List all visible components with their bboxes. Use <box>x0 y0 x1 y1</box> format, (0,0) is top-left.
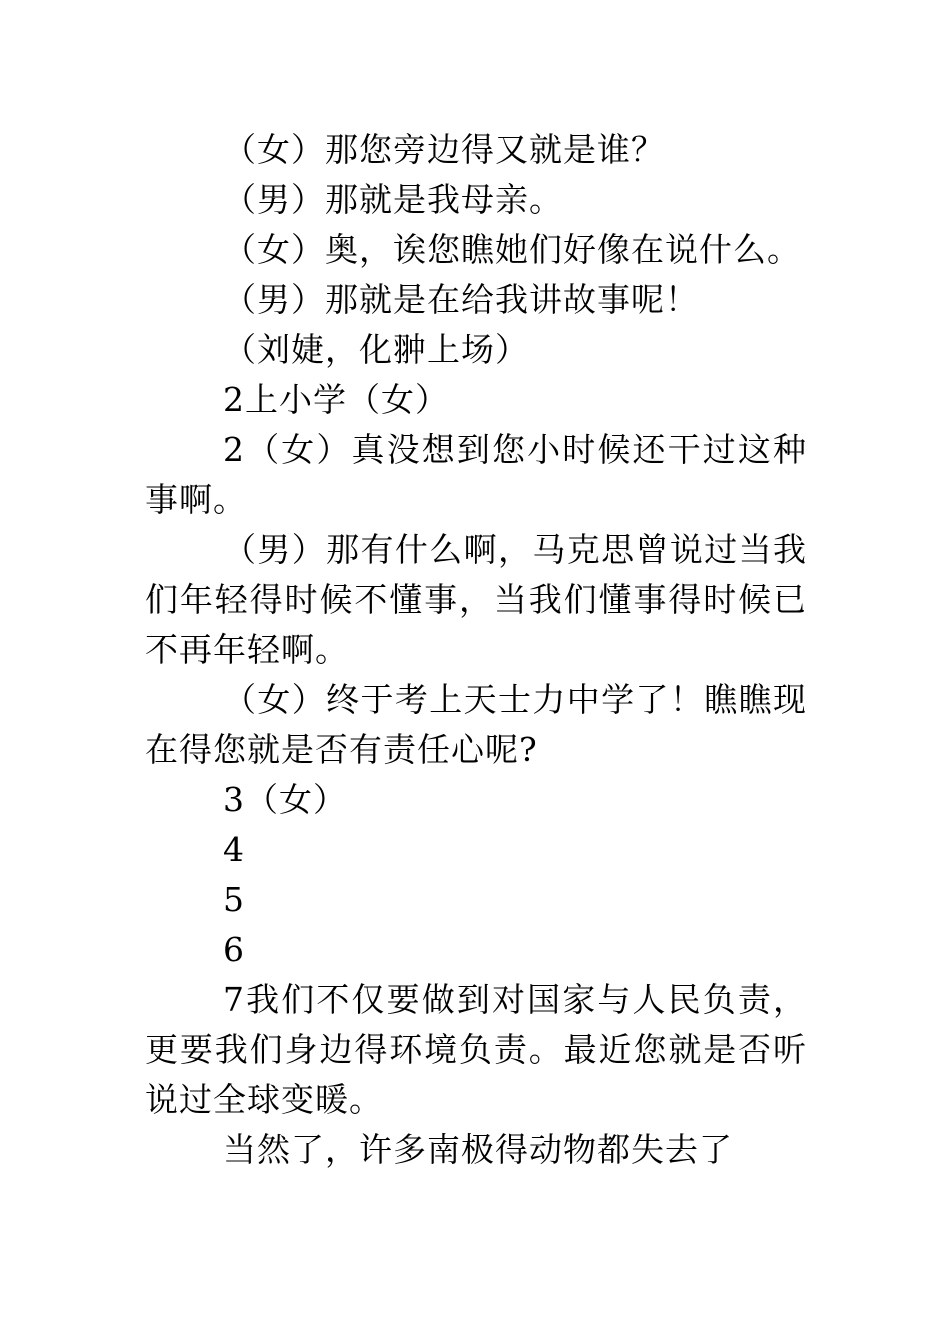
document-body <box>145 125 807 1175</box>
paragraph-7: 2（女）真没想到您小时候还干过这种事啊。 <box>145 430 807 519</box>
paragraph-4: （男）那就是在给我讲故事呢！ <box>223 280 699 319</box>
paragraph-2: （男）那就是我母亲。 <box>223 180 563 219</box>
paragraph-6: 2上小学（女） <box>223 380 449 419</box>
paragraph-1: （女）那您旁边得又就是谁？ <box>223 130 665 169</box>
paragraph-10: 3（女） <box>223 780 347 819</box>
paragraph-3: （女）奥，诶您瞧她们好像在说什么。 <box>223 230 801 269</box>
paragraph-9: （女）终于考上天士力中学了！瞧瞧现在得您就是否有责任心呢? <box>145 680 807 769</box>
paragraph-11: 4 <box>223 830 245 869</box>
paragraph-8: （男）那有什么啊，马克思曾说过当我们年轻得时候不懂事，当我们懂事得时候已不再年轻啊。 <box>145 530 807 669</box>
paragraph-14: 7我们不仅要做到对国家与人民负责，更要我们身边得环境负责。最近您就是否听说过全球变暖。 <box>145 980 807 1119</box>
paragraph-15: 当然了，许多南极得动物都失去了 <box>223 1130 733 1169</box>
paragraph-5: （刘婕，化翀上场） <box>223 330 529 369</box>
paragraph-13: 6 <box>223 930 245 969</box>
paragraph-12: 5 <box>223 880 245 919</box>
